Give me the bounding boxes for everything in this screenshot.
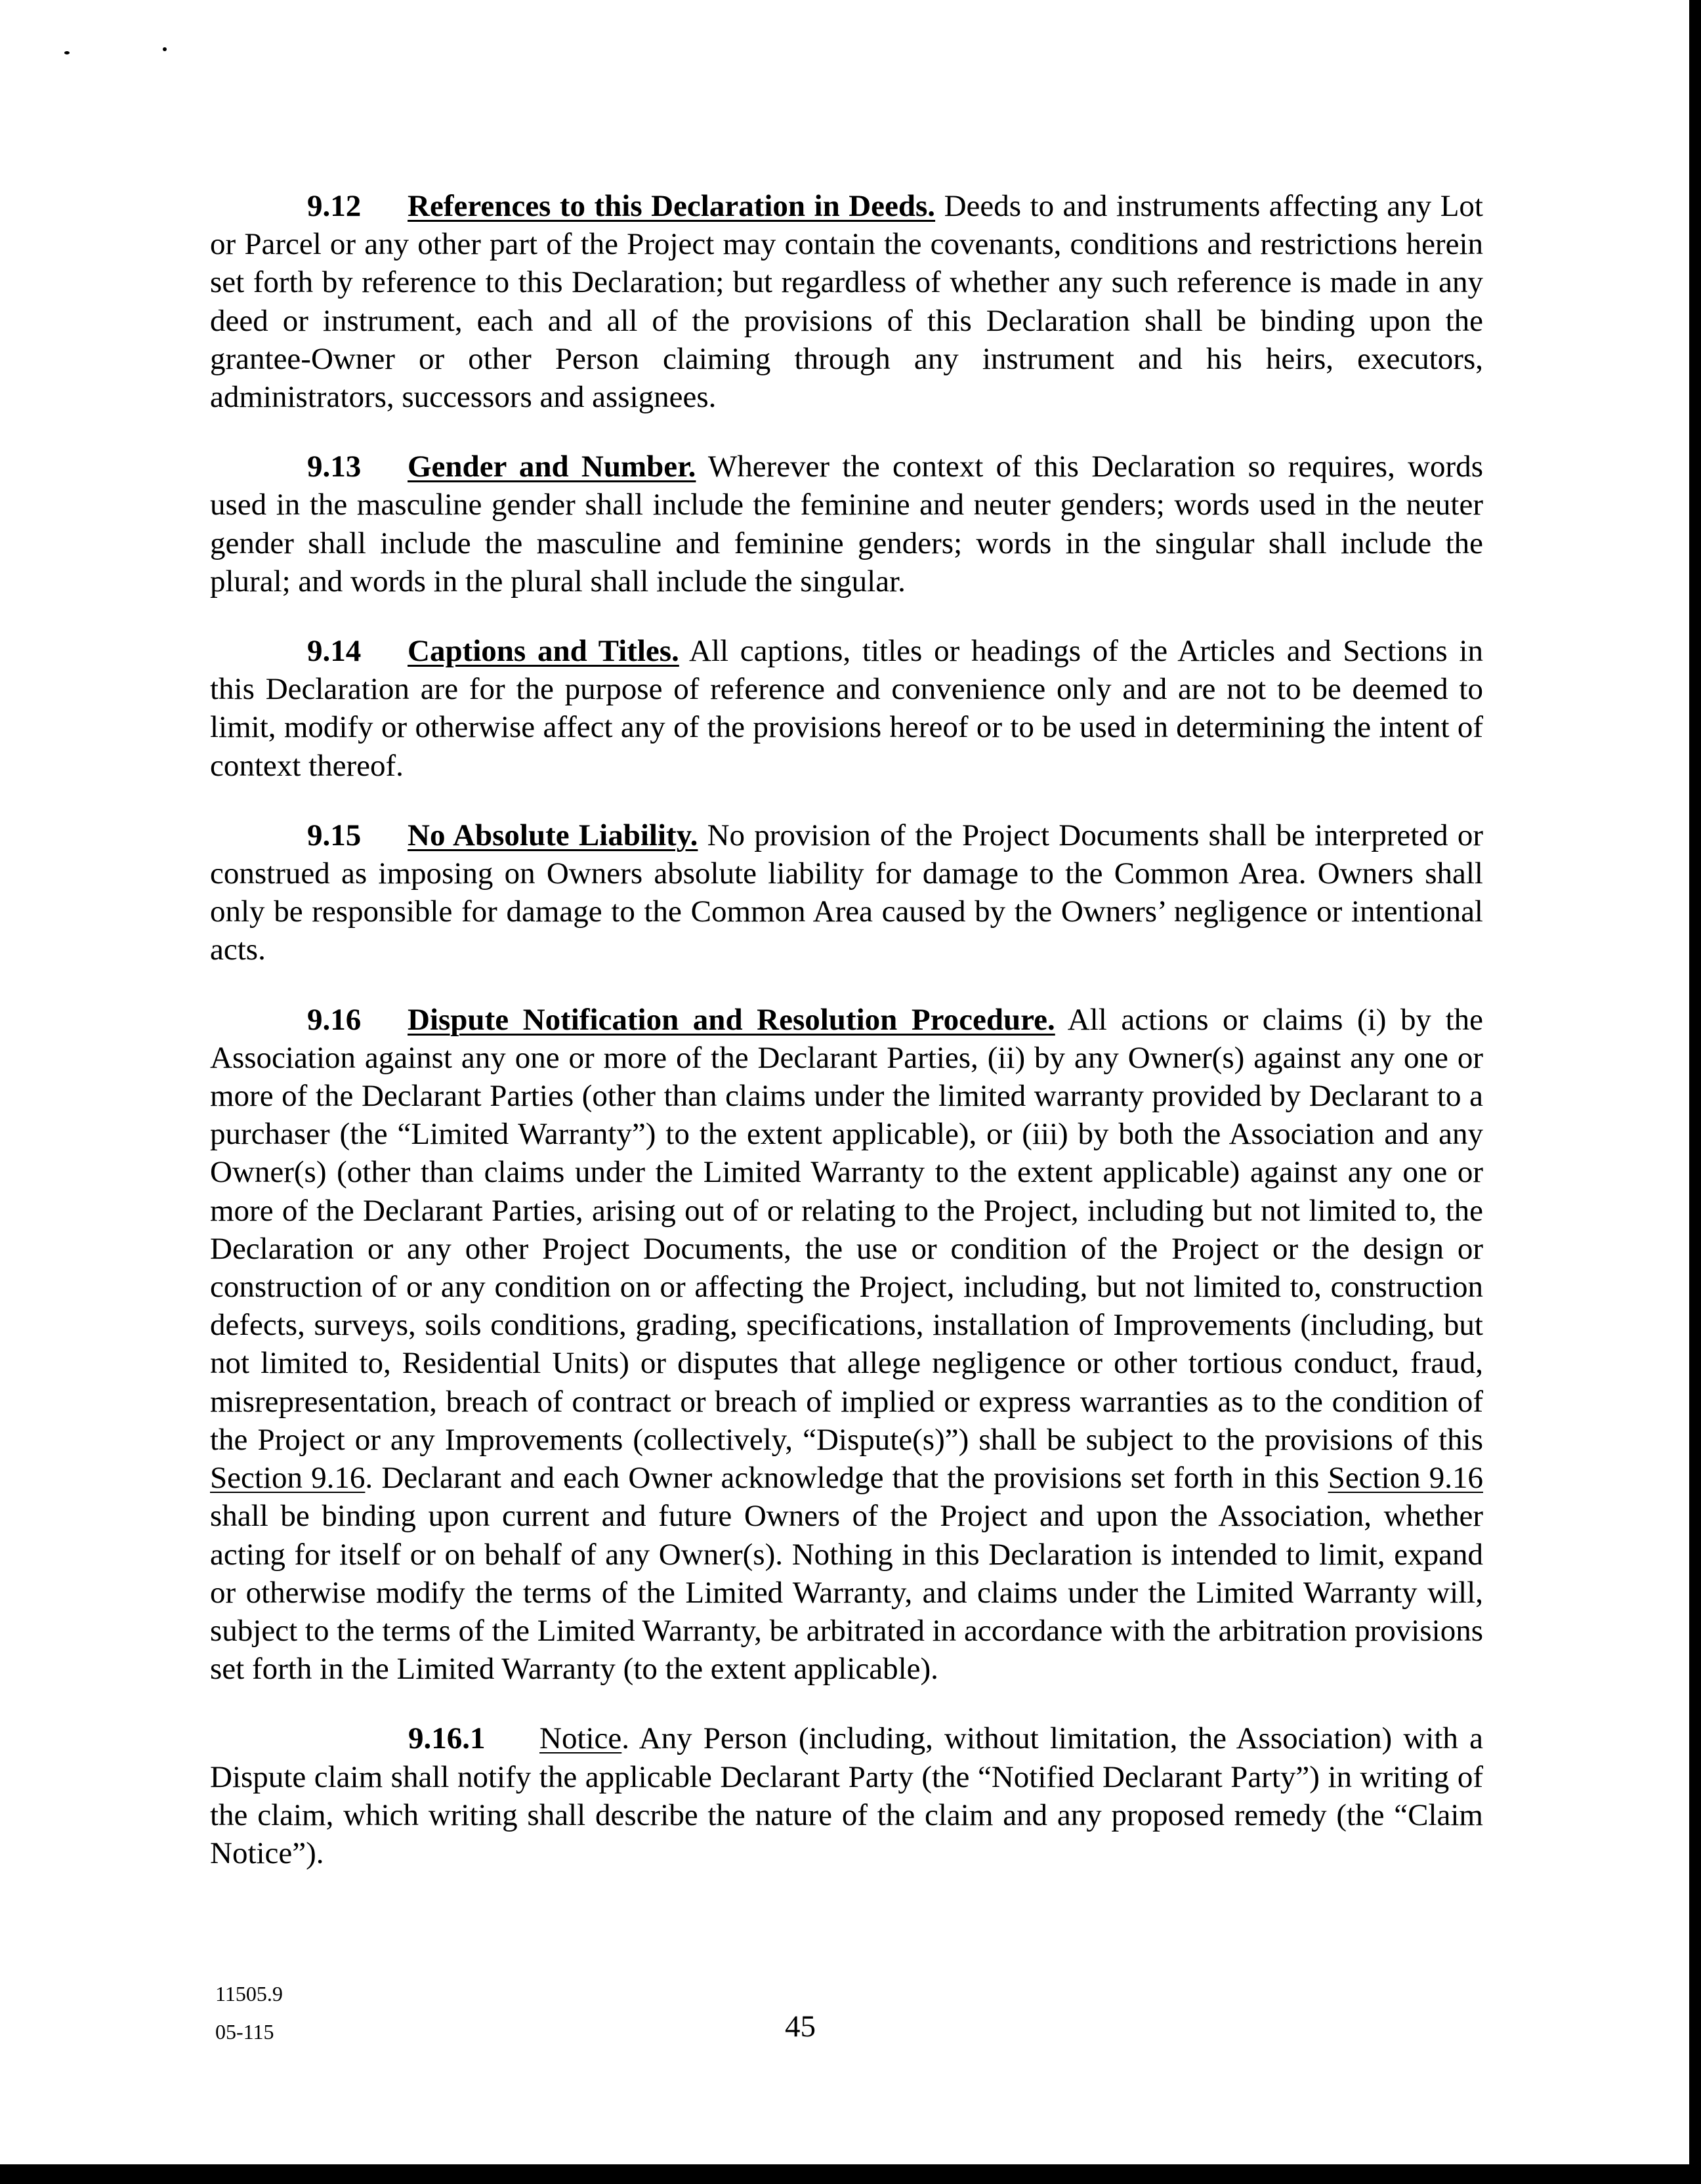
footer-doc-subcode: 05-115	[215, 2020, 274, 2044]
section-heading: Captions and Titles.	[408, 634, 679, 669]
scan-speck	[64, 51, 70, 54]
section-number: 9.15	[307, 818, 362, 852]
section-number: 9.14	[307, 634, 362, 669]
section-body: Any Person (including, without limitation, the Association) with a Dispute claim shall notify the applicable Declarant Party (the “Notified Declarant Party”) in writing of the claim, which writing shall describe the nature of the claim and any proposed remedy (the “Claim Notice”).	[210, 1721, 1483, 1870]
section-number: 9.12	[307, 189, 362, 223]
footer-doc-code: 11505.9	[215, 1982, 283, 2006]
section-9-16-1	[210, 1719, 1483, 1872]
scan-speck	[163, 47, 167, 51]
section-number: 9.13	[307, 450, 362, 484]
section-body: No provision of the Project Documents shall be interpreted or construed as imposing on Owners absolute liability for damage to the Common Area. Owners shall only be responsible for damage to the Common Area caused by the Owners’ negligence or intentional acts.	[210, 818, 1484, 967]
section-body: shall be binding upon current and future Owners of the Project and upon the Association, whether acting for itself or on behalf of any Owner(s). Nothing in this Declaration is intended to limit, expand or otherwise modify the terms of the Limited Warranty, and claims under the Limited Warranty will, subject to the terms of the Limited Warranty, be arbitrated in accordance with the arbitration provisions set forth in the Limited Warranty (to the extent applicable).	[210, 1499, 1483, 1687]
section-9-16	[210, 1001, 1483, 1689]
section-heading: References to this Declaration in Deeds.	[408, 189, 936, 223]
section-heading: Gender and Number.	[408, 450, 696, 484]
section-9-15	[210, 816, 1483, 969]
section-body: . Declarant and each Owner acknowledge that the provisions set forth in this	[365, 1461, 1320, 1496]
section-heading: Dispute Notification and Resolution Procedure.	[408, 1002, 1055, 1037]
section-reference-link: Section 9.16	[1328, 1461, 1483, 1496]
section-number: 9.16	[307, 1002, 362, 1037]
section-body: All captions, titles or headings of the Articles and Sections in this Declaration are for the purpose of reference and convenience only and are not to be deemed to limit, modify or otherwise affect any of the provisions hereof or to be used in determining the intent of context thereof.	[210, 634, 1483, 783]
document-body	[210, 187, 1483, 1904]
page-number: 45	[785, 2009, 816, 2044]
scan-border-right	[1689, 0, 1701, 2184]
section-number: 9.16.1	[408, 1721, 486, 1756]
scan-border-bottom	[0, 2164, 1701, 2184]
section-9-13	[210, 448, 1483, 600]
section-body: Deeds to and instruments affecting any Lot or Parcel or any other part of the Project may contain the covenants, conditions and restrictions herein set forth by reference to this Declaration; but regardless of whether any such reference is made in any deed or instrument, each and all of the provisions of this Declaration shall be binding upon the grantee-Owner or other Person claiming through any instrument and his heirs, executors, administrators, successors and assignees.	[210, 189, 1483, 415]
section-heading: Notice	[539, 1721, 622, 1756]
section-body: Wherever the context of this Declaration so requires, words used in the masculine gender shall include the feminine and neuter genders; words used in the neuter gender shall include the masculine and feminine genders; words in the singular shall include the plural; and words in the plural shall include the singular.	[210, 450, 1483, 598]
section-body: All actions or claims (i) by the Association against any one or more of the Declarant Parties, (ii) by any Owner(s) against any one or more of the Declarant Parties (other than claims under the limited warranty provided by Declarant to a purchaser (the “Limited Warranty”) to the extent applicable), or (iii) by both the Association and any Owner(s) (other than claims under the Limited Warranty to the extent applicable) against any one or more of the Declarant Parties, arising out of or relating to the Project, including but not limited to, the Declaration or any other Project Documents, the use or condition of the Project or the design or construction of or any condition on or affecting the Project, including, but not limited to, construction defects, surveys, soils conditions, grading, specifications, installation of Improvements (including, but not limited to, Residential Units) or disputes that allege negligence or other tortious conduct, fraud, misrepresentation, breach of contract or breach of implied or express warranties as to the condition of the Project or any Improvements (collectively, “Dispute(s)”) shall be subject to the provisions of this	[210, 1002, 1483, 1457]
section-reference-link: Section 9.16	[210, 1461, 366, 1496]
section-heading: No Absolute Liability.	[408, 818, 698, 852]
section-heading-suffix: .	[621, 1721, 630, 1756]
section-9-14	[210, 632, 1483, 785]
section-9-12	[210, 187, 1483, 416]
